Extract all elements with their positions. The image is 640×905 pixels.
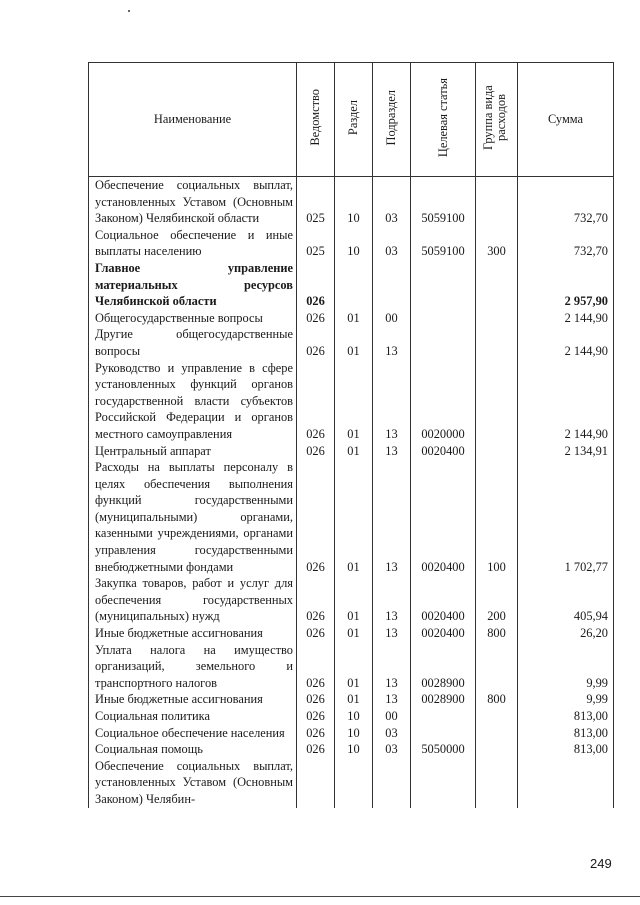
cell-cel: 0020400: [411, 625, 476, 642]
cell-summa: 26,20: [518, 625, 614, 642]
table-row: [89, 459, 614, 575]
cell-ved: [297, 758, 335, 808]
cell-podrazdel: 03: [373, 741, 411, 758]
cell-razdel: 01: [335, 575, 373, 625]
cell-podrazdel: 03: [373, 177, 411, 227]
cell-name: Иные бюджетные ассигнования: [89, 625, 297, 642]
cell-summa: 813,00: [518, 725, 614, 742]
table-row: [89, 575, 614, 625]
cell-podrazdel: 00: [373, 310, 411, 327]
bottom-rule: [0, 896, 640, 897]
cell-podrazdel: 13: [373, 575, 411, 625]
cell-podrazdel: 00: [373, 708, 411, 725]
cell-summa: 9,99: [518, 642, 614, 692]
cell-razdel: [335, 260, 373, 310]
header-cel-label: Целевая статья: [435, 77, 450, 158]
cell-gruppa: [476, 443, 518, 460]
table-row: [89, 741, 614, 758]
cell-podrazdel: 13: [373, 642, 411, 692]
cell-razdel: 01: [335, 443, 373, 460]
cell-cel: 0020000: [411, 360, 476, 443]
header-ved: [297, 63, 335, 177]
header-gruppa-label: Группа вида расходов: [480, 85, 508, 150]
cell-ved: 025: [297, 177, 335, 227]
table-row: [89, 326, 614, 359]
cell-razdel: 10: [335, 708, 373, 725]
cell-summa: 1 702,77: [518, 459, 614, 575]
cell-name: Социальное обеспечение и иные выплаты населению: [89, 227, 297, 260]
cell-name: Другие общегосударственные вопросы: [89, 326, 297, 359]
cell-ved: 026: [297, 310, 335, 327]
cell-summa: 405,94: [518, 575, 614, 625]
header-name: [89, 63, 297, 177]
table-row: [89, 708, 614, 725]
header-name-label: Наименование: [153, 112, 232, 126]
cell-gruppa: 800: [476, 625, 518, 642]
cell-gruppa: 300: [476, 227, 518, 260]
table-row: [89, 758, 614, 808]
cell-cel: 0028900: [411, 691, 476, 708]
cell-name: Социальное обеспечение населения: [89, 725, 297, 742]
cell-ved: 026: [297, 625, 335, 642]
cell-summa: 9,99: [518, 691, 614, 708]
header-summa-label: Сумма: [547, 112, 584, 126]
header-razdel: [335, 63, 373, 177]
table-row: [89, 725, 614, 742]
cell-razdel: 01: [335, 459, 373, 575]
cell-summa: 2 144,90: [518, 326, 614, 359]
cell-podrazdel: 03: [373, 227, 411, 260]
cell-gruppa: [476, 326, 518, 359]
cell-razdel: 10: [335, 227, 373, 260]
header-gruppa: [476, 63, 518, 177]
cell-name: Социальная политика: [89, 708, 297, 725]
cell-gruppa: 800: [476, 691, 518, 708]
cell-ved: 026: [297, 642, 335, 692]
cell-name: Общегосударственные вопросы: [89, 310, 297, 327]
cell-razdel: 01: [335, 326, 373, 359]
header-podrazdel: [373, 63, 411, 177]
cell-summa: 2 144,90: [518, 310, 614, 327]
cell-podrazdel: 03: [373, 725, 411, 742]
page-number: 249: [590, 856, 612, 871]
cell-gruppa: [476, 725, 518, 742]
header-row: [89, 63, 614, 177]
table-body: [89, 177, 614, 808]
header-summa: [518, 63, 614, 177]
table-row: [89, 443, 614, 460]
cell-cel: 0020400: [411, 443, 476, 460]
cell-cel: 0020400: [411, 575, 476, 625]
table-row: [89, 310, 614, 327]
cell-cel: 0028900: [411, 642, 476, 692]
cell-name: Расходы на выплаты персоналу в целях обеспечения выполнения функций государственными (муниципальными) органами, казенными учреждениями, органами управления государственными внебюджетными фондами: [89, 459, 297, 575]
cell-gruppa: [476, 310, 518, 327]
cell-cel: [411, 758, 476, 808]
cell-podrazdel: 13: [373, 459, 411, 575]
cell-podrazdel: [373, 758, 411, 808]
cell-summa: 813,00: [518, 741, 614, 758]
header-podrazdel-label: Подраздел: [384, 89, 398, 146]
table-row: [89, 625, 614, 642]
cell-ved: 026: [297, 443, 335, 460]
table-row: [89, 227, 614, 260]
table-row: [89, 642, 614, 692]
cell-podrazdel: 13: [373, 326, 411, 359]
cell-ved: 026: [297, 708, 335, 725]
cell-cel: [411, 310, 476, 327]
cell-ved: 026: [297, 741, 335, 758]
cell-ved: 026: [297, 459, 335, 575]
cell-razdel: 01: [335, 360, 373, 443]
cell-razdel: 01: [335, 310, 373, 327]
cell-razdel: [335, 758, 373, 808]
cell-razdel: 10: [335, 177, 373, 227]
header-ved-label: Ведомство: [308, 89, 322, 146]
header-cel: [411, 63, 476, 177]
cell-gruppa: [476, 708, 518, 725]
cell-gruppa: 100: [476, 459, 518, 575]
cell-razdel: 10: [335, 725, 373, 742]
cell-summa: [518, 758, 614, 808]
cell-gruppa: 200: [476, 575, 518, 625]
cell-cel: 5050000: [411, 741, 476, 758]
cell-cel: 5059100: [411, 227, 476, 260]
table-row: [89, 360, 614, 443]
scan-speck: [128, 10, 130, 12]
cell-razdel: 01: [335, 642, 373, 692]
cell-gruppa: [476, 758, 518, 808]
cell-podrazdel: 13: [373, 625, 411, 642]
cell-cel: [411, 326, 476, 359]
cell-cel: 0020400: [411, 459, 476, 575]
table-row: [89, 691, 614, 708]
cell-ved: 026: [297, 575, 335, 625]
cell-summa: 2 144,90: [518, 360, 614, 443]
cell-gruppa: [476, 177, 518, 227]
cell-cel: 5059100: [411, 177, 476, 227]
cell-cel: [411, 260, 476, 310]
table-row: [89, 260, 614, 310]
cell-name: Социальная помощь: [89, 741, 297, 758]
cell-razdel: 10: [335, 741, 373, 758]
header-razdel-label: Раздел: [346, 99, 360, 136]
cell-name: Уплата налога на имущество организаций, земельного и транспортного налогов: [89, 642, 297, 692]
cell-gruppa: [476, 741, 518, 758]
cell-podrazdel: 13: [373, 443, 411, 460]
budget-table: [88, 62, 614, 808]
cell-gruppa: [476, 642, 518, 692]
cell-name: Главное управление материальных ресурсов Челябинской области: [89, 260, 297, 310]
cell-name: Иные бюджетные ассигнования: [89, 691, 297, 708]
table-row: [89, 177, 614, 227]
cell-summa: 813,00: [518, 708, 614, 725]
cell-ved: 026: [297, 725, 335, 742]
cell-name: Обеспечение социальных выплат, установленных Уставом (Основным Законом) Челябинской области: [89, 177, 297, 227]
cell-name: Центральный аппарат: [89, 443, 297, 460]
cell-ved: 026: [297, 360, 335, 443]
cell-summa: 732,70: [518, 177, 614, 227]
cell-name: Руководство и управление в сфере установленных функций органов государственной власти субъектов Российской Федерации и органов местного самоуправления: [89, 360, 297, 443]
cell-summa: 732,70: [518, 227, 614, 260]
cell-name: Обеспечение социальных выплат, установленных Уставом (Основным Законом) Челябин-: [89, 758, 297, 808]
cell-ved: 026: [297, 260, 335, 310]
cell-gruppa: [476, 360, 518, 443]
cell-podrazdel: [373, 260, 411, 310]
cell-razdel: 01: [335, 691, 373, 708]
cell-ved: 026: [297, 691, 335, 708]
cell-summa: 2 957,90: [518, 260, 614, 310]
cell-summa: 2 134,91: [518, 443, 614, 460]
cell-ved: 025: [297, 227, 335, 260]
cell-ved: 026: [297, 326, 335, 359]
cell-razdel: 01: [335, 625, 373, 642]
cell-podrazdel: 13: [373, 691, 411, 708]
cell-cel: [411, 708, 476, 725]
cell-name: Закупка товаров, работ и услуг для обеспечения государственных (муниципальных) нужд: [89, 575, 297, 625]
cell-gruppa: [476, 260, 518, 310]
cell-cel: [411, 725, 476, 742]
cell-podrazdel: 13: [373, 360, 411, 443]
